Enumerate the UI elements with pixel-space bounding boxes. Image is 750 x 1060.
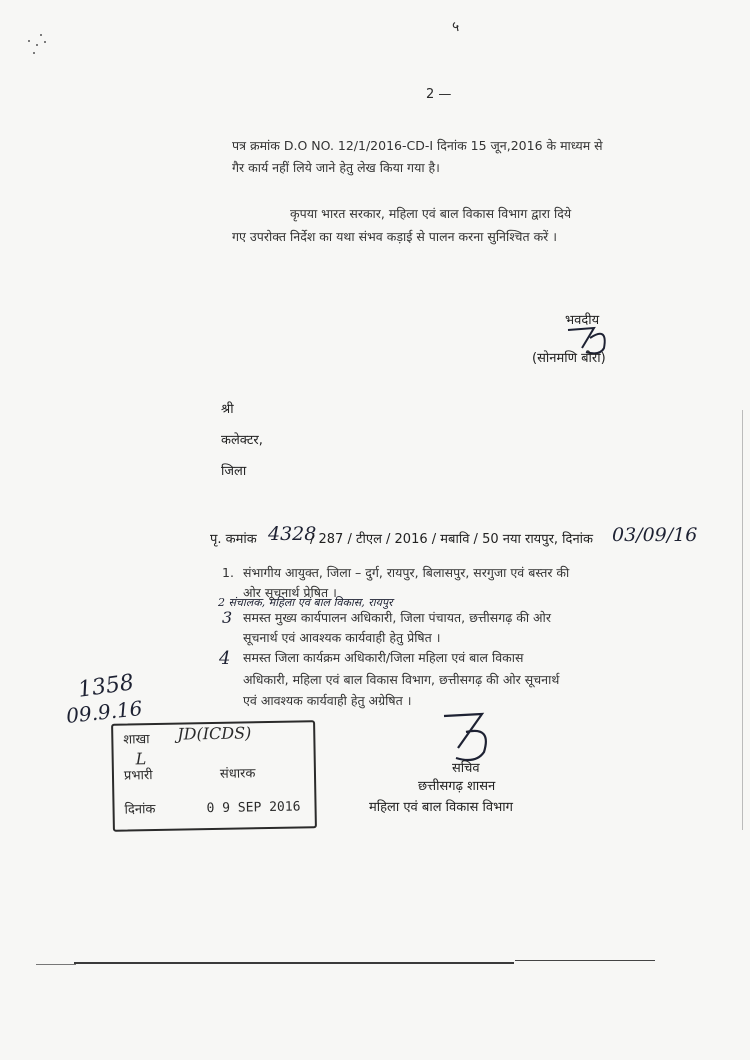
signature-2 [432, 708, 502, 768]
item-1-number: 1. [222, 565, 234, 580]
addressee-shri: श्री [221, 402, 234, 417]
stamp-date-label: दिनांक [124, 802, 156, 818]
addressee-district: जिला [221, 464, 247, 479]
inward-date: 09.9.16 [64, 696, 144, 728]
endorsement-prefix: पृ. कमांक [210, 532, 257, 547]
item-3-line-2: सूचनार्थ एवं आवश्यक कार्यवाही हेतु प्रेषित । [243, 630, 441, 645]
corner-mark: ५ [452, 19, 460, 35]
stamp-branch-value: JD(ICDS) [177, 723, 252, 744]
bottom-rule-tail [36, 964, 76, 965]
item-4-line-2: अधिकारी, महिला एवं बाल विकास विभाग, छत्तीसगढ़ की ओर सूचनार्थ [243, 672, 560, 687]
scan-speck [28, 40, 30, 42]
item-1-line-2: ओर सूचनार्थ प्रेषित । [243, 585, 337, 600]
stamp-date-value: 0 9 SEP 2016 [206, 799, 301, 817]
valediction: भवदीय [565, 313, 600, 328]
stamp-incharge-value: L [135, 749, 147, 769]
scan-speck [44, 41, 46, 43]
endorsement-hand-number: 4328 [268, 523, 317, 545]
signatory-designation: सचिव [452, 761, 480, 776]
body-line-1: पत्र क्रमांक D.O NO. 12/1/2016-CD-I दिनांक 15 जून,2016 के माध्यम से [232, 138, 603, 153]
item-4-number: 4 [219, 648, 231, 669]
handwritten-insert: 2 संचालक, महिला एवं बाल विकास, रायपुर [218, 596, 393, 609]
scan-speck [33, 52, 35, 54]
addressee-collector: कलेक्टर, [221, 433, 263, 448]
endorsement-reference: / 287 / टीएल / 2016 / मबावि / 50 नया रायपुर, दिनांक [310, 532, 594, 547]
signatory-government: छत्तीसगढ़ शासन [418, 779, 496, 794]
endorsement-hand-date: 03/09/16 [612, 524, 698, 546]
item-3-line-1: समस्त मुख्य कार्यपालन अधिकारी, जिला पंचायत, छत्तीसगढ़ की ओर [243, 610, 551, 625]
signatory-name: (सोनमणि बोरा) [532, 351, 606, 366]
signatory-department: महिला एवं बाल विकास विभाग [369, 800, 513, 815]
inward-number: 1358 [76, 670, 136, 703]
item-3-number: 3 [222, 608, 233, 627]
scan-speck [40, 34, 42, 36]
stamp-branch-label: शाखा [123, 732, 150, 748]
scan-speck [36, 44, 38, 46]
stamp-incharge-label: प्रभारी [123, 768, 153, 784]
item-4-line-3: एवं आवश्यक कार्यवाही हेतु अग्रेषित । [243, 693, 412, 708]
page-number: 2 — [426, 87, 452, 102]
bottom-rule [74, 962, 514, 964]
body-line-2: गैर कार्य नहीं लिये जाने हेतु लेख किया गया है। [232, 160, 440, 175]
edge-line [742, 410, 743, 830]
item-4-line-1: समस्त जिला कार्यक्रम अधिकारी/जिला महिला एवं बाल विकास [243, 650, 524, 665]
stamp-file-label: संधारक [219, 766, 256, 782]
item-1-line-1: संभागीय आयुक्त, जिला – दुर्ग, रायपुर, बिलासपुर, सरगुजा एवं बस्तर की [243, 565, 570, 580]
office-stamp [111, 720, 317, 832]
body-line-4: गए उपरोक्त निर्देश का यथा संभव कड़ाई से पालन करना सुनिश्चित करें । [232, 229, 558, 244]
bottom-rule-right [515, 960, 655, 961]
body-line-3: कृपया भारत सरकार, महिला एवं बाल विकास विभाग द्वारा दिये [290, 206, 572, 221]
